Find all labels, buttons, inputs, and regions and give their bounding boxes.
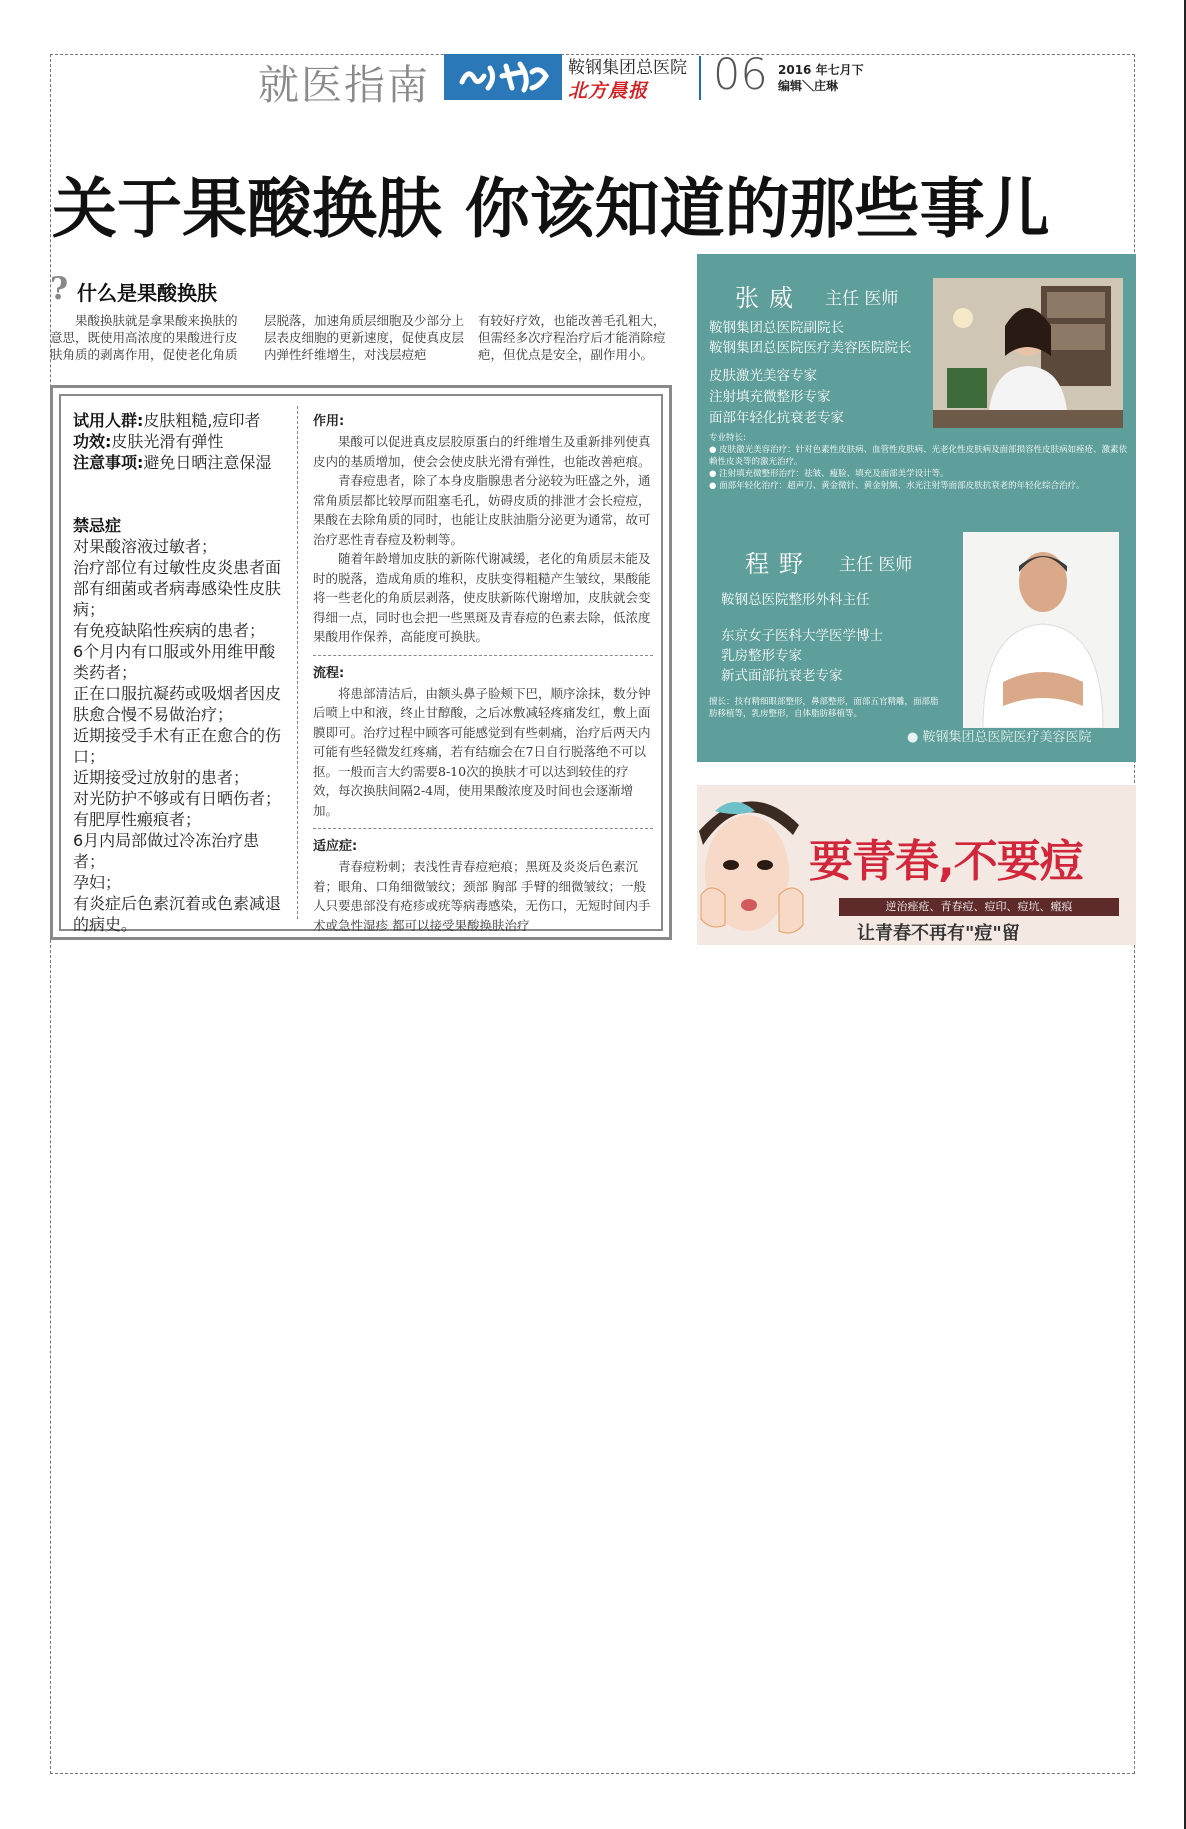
intro-column-1 xyxy=(50,312,248,363)
effect-text xyxy=(313,432,653,647)
doctor-1-role: 主任 医师 xyxy=(825,289,899,309)
contraindication-item: 有免疫缺陷性疾病的患者； xyxy=(73,621,266,640)
doctor-2-skill: 新式面部抗衰老专家 xyxy=(721,668,843,684)
doctor-2-name: 程野 xyxy=(745,550,813,578)
doctor-panel xyxy=(697,254,1136,762)
contraindication-title: 禁忌症 xyxy=(73,516,122,535)
contraindication-item: 有肥厚性瘢痕者； xyxy=(73,810,202,829)
contraindication-item: 近期接受手术有正在愈合的伤口； xyxy=(73,726,282,766)
doctor-1-specialty xyxy=(709,432,1129,492)
wechat-icon: ● xyxy=(907,730,919,745)
paragraph: 将患部清洁后，由额头鼻子脸颊下巴，顺序涂抹，数分钟后喷上中和液，终止甘醇酸，之后冰敷减轻疼痛发红，敷上面膜即可。治疗过程中顾客可能感觉到有些刺痛，治疗后两天内可能有些轻微发红疼痛，若有结痂会在7日自行脱落绝不可以抠。一般而言大约需要8-10次的换肤才可以达到较佳的疗效，每次换肤间隔2-4周，使用果酸浓度及时间也会逐渐增加。 xyxy=(313,685,651,818)
paragraph: 随着年龄增加皮肤的新陈代谢减缓，老化的角质层未能及时的脱落，造成角质的堆积，皮肤变得粗糙产生皱纹，果酸能将一些老化的角质层剥落，使皮肤新陈代谢增加，皮肤就会变得细一点，同时也会把一些黑斑及青春痘的色素去除，低浓度果酸用作保养，高能度可换肤。 xyxy=(313,551,651,644)
contraindication-item: 正在口服抗凝药或吸烟者因皮肤愈合慢不易做治疗； xyxy=(73,684,282,724)
doctor-1-skill: 皮肤激光美容专家 xyxy=(709,368,817,384)
headline: 关于果酸换肤 你该知道的那些事儿 xyxy=(52,172,1050,247)
ad-services: 逆治痤疮、青春痘、痘印、痘坑、瘢痕 xyxy=(885,900,1073,913)
model-face-image xyxy=(697,785,807,945)
intro-text-1: 果酸换肤就是拿果酸来换肤的意思，既使用高浓度的果酸进行皮肤角质的剥离作用，促使老化角质 xyxy=(50,313,238,362)
suit-row xyxy=(73,410,288,431)
acne-ad-banner[interactable] xyxy=(697,785,1136,945)
box-divider xyxy=(297,406,298,919)
contraindication-item: 孕妇； xyxy=(73,873,122,892)
issue-date: 2016 年七月下 xyxy=(778,63,864,77)
note-value: 避免日晒注意保湿 xyxy=(143,453,272,472)
contraindication-item: 6个月内有口服或外用维甲酸类药者； xyxy=(73,642,276,682)
contraindication-item: 6月内局部做过冷冻治疗患者； xyxy=(73,831,260,871)
issue-editor: 编辑＼庄琳 xyxy=(778,79,839,93)
heart-logo xyxy=(444,54,562,100)
specialty-item: ● 注射填充微整形治疗：祛皱、瘦脸、填充及面部美学设计等。 xyxy=(709,469,949,479)
contraindication-item: 有炎症后色素沉着或色素减退的病史。 xyxy=(73,894,282,934)
info-box-inner xyxy=(59,394,663,934)
doctor-1-skill: 注射填充微整形专家 xyxy=(709,389,831,405)
specialty-item: ● 皮肤激光美容治疗：针对色素性皮肤病、血管性皮肤病、光老化性皮肤病及面部损容性皮肤病如痤疮、激素依赖性皮炎等的激光治疗。 xyxy=(709,445,1128,467)
intro-column-3: 有较好疗效，也能改善毛孔粗大，但需经多次疗程治疗后才能消除痘疤，但优点是安全，副作用小。 xyxy=(478,313,666,362)
contraindication-item: 近期接受过放射的患者； xyxy=(73,768,250,787)
doctor-1-name: 张威 xyxy=(735,284,803,312)
note-label: 注意事项: xyxy=(73,453,144,472)
ad-title: 要青春,不要痘 xyxy=(809,836,1083,887)
question-mark-icon: ? xyxy=(50,271,69,307)
note-row xyxy=(73,452,288,473)
contraindication-list xyxy=(73,536,288,935)
doctor-2-title: 鞍钢总医院整形外科主任 xyxy=(721,592,870,608)
doctor-2-role: 主任 医师 xyxy=(839,555,913,575)
intro-column-2: 层脱落，加速角质层细胞及少部分上层表皮细胞的更新速度，促使真皮层内弹性纤维增生，对浅层痘疤 xyxy=(264,313,465,362)
separator xyxy=(313,655,653,656)
suit-label: 试用人群: xyxy=(73,411,144,430)
paragraph: 青春痘患者，除了本身皮脂腺患者分泌较为旺盛之外，通常角质层都比较厚而阻塞毛孔，妨碍皮质的排泄才会长痘痘，果酸在去除角质的同时，也能让皮肤油脂分泌更为通常，故可治疗恶性青春痘及粉刺等。 xyxy=(313,473,651,547)
specialty-item: ● 面部年轻化治疗：超声刀、黄金微针、黄金射频、水光注射等面部皮肤抗衰老的年轻化综合治疗。 xyxy=(709,481,1085,491)
effect-label: 功效: xyxy=(73,432,112,451)
contraindication-item: 对果酸溶液过敏者； xyxy=(73,537,218,556)
summary-column xyxy=(73,410,288,935)
wechat-watermark xyxy=(907,726,1092,745)
process-text xyxy=(313,684,653,821)
effect-heading: 作用: xyxy=(313,414,345,429)
process-heading: 流程: xyxy=(313,665,345,681)
doctor-1-title: 鞍钢集团总医院副院长 xyxy=(709,320,844,336)
doctor-1-title: 鞍钢集团总医院医疗美容医院院长 xyxy=(709,340,912,356)
ad-slogan: 让青春不再有"痘"留 xyxy=(857,923,1020,944)
masthead-divider xyxy=(699,56,701,100)
section-title: 就医指南 xyxy=(258,61,430,109)
effect-value: 皮肤光滑有弹性 xyxy=(111,432,224,451)
suit-value: 皮肤粗糙,痘印者 xyxy=(143,411,261,430)
indication-heading: 适应症: xyxy=(313,839,358,854)
intro-title: 什么是果酸换肤 xyxy=(77,281,217,305)
doctor-1-photo xyxy=(933,278,1123,428)
paragraph: 果酸可以促进真皮层胶原蛋白的纤维增生及重新排列使真皮内的基质增加，使会会使皮肤光滑有弹性，也能改善疤痕。 xyxy=(313,434,651,469)
doctor-2-skill: 东京女子医科大学医学博士 xyxy=(721,628,883,644)
ad-service-bar xyxy=(839,898,1119,916)
page-number: 06 xyxy=(713,50,768,100)
doctor-2-photo xyxy=(963,532,1119,728)
contraindication-item: 治疗部位有过敏性皮炎患者面部有细菌或者病毒感染性皮肤病； xyxy=(73,558,282,619)
doctor-2-skill: 乳房整形专家 xyxy=(721,648,802,664)
doctor-2-specialty: 擅长：技有精细眼部整形，鼻部整形，面部五官精雕，面部脂肪移植等，乳房整形，自体脂肪移植等。 xyxy=(709,697,939,719)
detail-column xyxy=(313,410,653,935)
wechat-account: 鞍钢集团总医院医疗美容医院 xyxy=(922,730,1092,745)
contraindication-item: 对光防护不够或有日晒伤者； xyxy=(73,789,282,808)
separator xyxy=(313,828,653,829)
specialty-label: 专业特长: xyxy=(709,433,746,443)
info-box xyxy=(50,385,672,940)
doctor-1-skill: 面部年轻化抗衰老专家 xyxy=(709,410,844,426)
indication-text xyxy=(313,857,653,935)
hospital-name: 鞍钢集团总医院 xyxy=(568,58,687,78)
paragraph: 青春痘粉刺；表浅性青春痘疤痕；黑斑及炎炎后色素沉着；眼角、口角细微皱纹；颈部 胸部 手臂的细微皱纹；一般人只要患部没有疮疹或疣等病毒感染，无伤口，无短时间内手术或急性湿疹 都可以接受果酸换肤治疗 xyxy=(313,859,651,933)
effect-row xyxy=(73,431,288,452)
newspaper-logo: 北方晨报 xyxy=(568,80,649,102)
